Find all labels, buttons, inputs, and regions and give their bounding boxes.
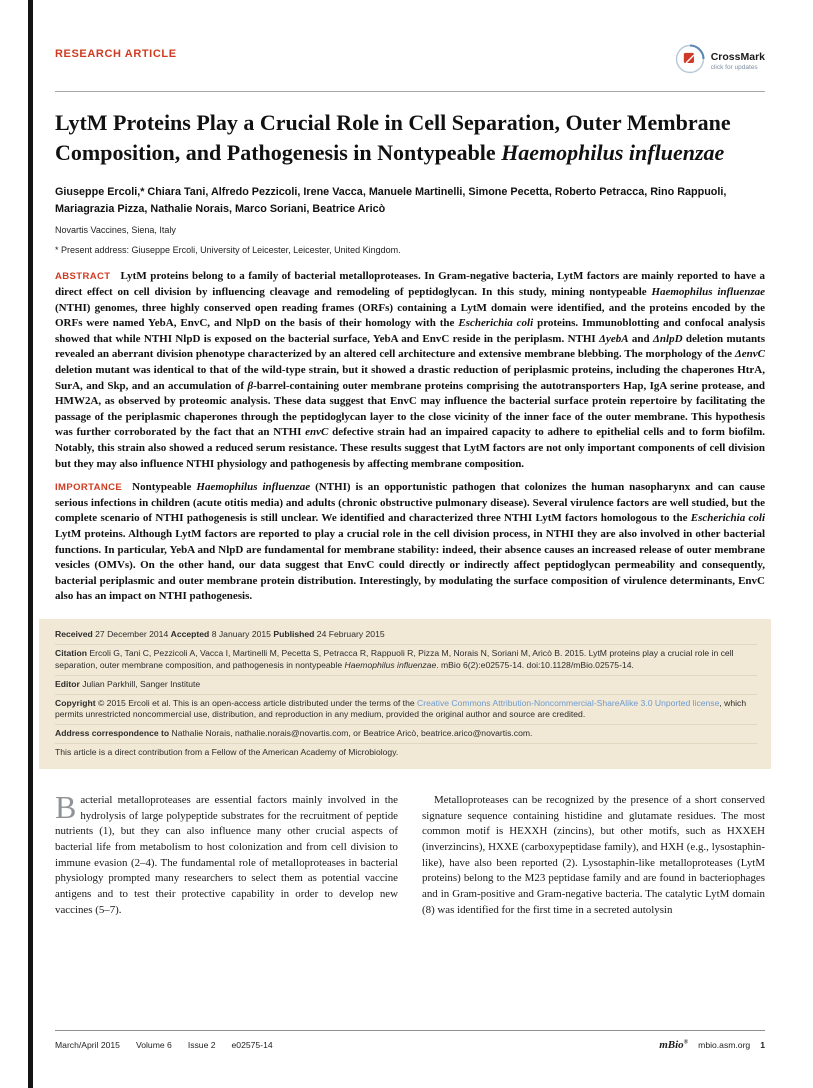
footer-issue: Issue 2 xyxy=(187,1040,216,1050)
abstract-text: LytM proteins belong to a family of bacterial metalloproteases. In Gram-negative bacteria, LytM factors are mainly reported to have a direct effect on cell division by influencing cleavage and remodeling of peptidoglycan. In this study, mining nontypeable Haemophilus influenzae (NTHI) genomes, three highly conserved open reading frames (ORFs) containing a LytM domain were identified, and the proteins encoded by the ORFs were named YebA, EnvC, and NlpD on the basis of their homology with the Escherichia coli proteins. Immunoblotting and confocal analysis showed that while NTHI NlpD is exposed on the bacterial surface, YebA and EnvC reside in the periplasm. NTHI ΔyebA and ΔnlpD deletion mutants revealed an aberrant division phenotype characterized by an altered cell architecture and extensive membrane blebbing. The morphology of the ΔenvC deletion mutant was identical to that of the wild-type strain, but it showed a drastic reduction of periplasmic proteins, including the chaperones HtrA, SurA, and Skp, and an accumulation of β-barrel-containing outer membrane proteins comprising the autotransporters Hap, IgA serine protease, and HMW2A, as observed by proteomic analysis. These data suggest that EnvC may influence the bacterial surface protein repertoire by facilitating the passage of the periplasmic chaperones through the peptidoglycan layer to the close vicinity of the inner face of the outer membrane. This hypothesis was further corroborated by the fact that an NTHI envC defective strain had an impaired capacity to adhere to epithelial cells and to form biofilm. Notably, this strain also showed a reduced serum resistance. These results suggest that LytM factors are not only important components of cell division but they may also influence NTHI physiology and pathogenesis by affecting membrane composition. xyxy=(55,270,765,470)
page-edge-bar xyxy=(28,0,33,1088)
article-header xyxy=(55,0,765,92)
copyright-line: Copyright © 2015 Ercoli et al. This is an open-access article distributed under the terms of the Creative Commons Attribution-Noncommercial-ShareAlike 3.0 Unported license, which permits unrestricted noncommercial use, distribution, and reproduction in any medium, provided the original author and source are credited. xyxy=(55,694,757,725)
body-column-right xyxy=(422,793,765,919)
body-text xyxy=(55,788,765,919)
body-paragraph-1-text: acterial metalloproteases are essential factors mainly involved in the hydrolysis of large polypeptide substrates for the recruitment of peptide nutrients (1), but they can also influence many other crucial aspects of bacterial life from metabolism to host colonization and from cell division to immune evasion (2–4). The fundamental role of metalloproteases in bacterial physiology prompted many researchers to select them as potential vaccine antigens and to test their protective capability in order to develop new vaccines (5–7). xyxy=(55,793,398,916)
abstract-label: ABSTRACT xyxy=(55,271,111,283)
page-title: LytM Proteins Play a Crucial Role in Cell Separation, Outer Membrane Composition, and Pathogenesis in Nontypeable Haemophilus influenzae xyxy=(55,110,731,165)
footer-issue-info xyxy=(55,1040,289,1050)
abstract-paragraph xyxy=(55,269,765,472)
footer-journal-info xyxy=(659,1039,765,1051)
citation-box xyxy=(39,619,771,769)
body-column-left xyxy=(55,788,398,919)
article-page xyxy=(55,0,765,919)
footer-site-link[interactable]: mbio.asm.org xyxy=(698,1040,751,1050)
body-paragraph-1 xyxy=(55,788,398,919)
crossmark-icon xyxy=(675,44,705,79)
editor-line: Editor Julian Parkhill, Sanger Institute xyxy=(55,675,757,694)
importance-paragraph xyxy=(55,480,765,605)
page-number: 1 xyxy=(760,1040,765,1050)
correspondence-line: Address correspondence to Nathalie Norais, nathalie.norais@novartis.com, or Beatrice Aricò, beatrice.arico@novartis.com. xyxy=(55,724,757,743)
received-line: Received 27 December 2014 Accepted 8 January 2015 Published 24 February 2015 xyxy=(55,629,385,640)
footer-article-id: e02575-14 xyxy=(231,1040,273,1050)
journal-logo: mBio® xyxy=(659,1039,689,1051)
footer-issue-date: March/April 2015 xyxy=(55,1040,120,1050)
importance-text: Nontypeable Haemophilus influenzae (NTHI) is an opportunistic pathogen that colonizes the human nasopharynx and can cause serious infections in children (acute otitis media) and adults (chronic obstructive pulmonary disease). Several virulence factors are well studied, but the complete scenario of NTHI pathogenesis is still unclear. We identified and characterized three NTHI LytM factors homologous to the Escherichia coli LytM proteins. Although LytM factors are reported to play a crucial role in the cell division process, in NTHI they are also involved in other bacterial functions. In particular, YebA and NlpD are fundamental for membrane stability: indeed, their absence causes an increased release of outer membrane vesicles (OMVs). On the other hand, our data suggest that EnvC could directly or indirectly affect peptidoglycan permeability and consequently, bacterial periplasmic and outer membrane protein distribution. Interestingly, by modulating the surface composition of virulence determinants, EnvC also has an impact on NTHI pathogenesis. xyxy=(55,481,766,603)
affiliation-line: Novartis Vaccines, Siena, Italy xyxy=(55,225,176,236)
cc-license-link[interactable]: Creative Commons Attribution-Noncommercial-ShareAlike 3.0 Unported license xyxy=(417,697,720,708)
present-address-line: * Present address: Giuseppe Ercoli, University of Leicester, Leicester, United Kingdom. xyxy=(55,245,401,256)
crossmark-sublabel: click for updates xyxy=(710,63,758,71)
footer-volume: Volume 6 xyxy=(135,1040,172,1050)
crossmark-badge[interactable] xyxy=(675,44,765,79)
citation-line: Citation Ercoli G, Tani C, Pezzicoli A, Vacca I, Martinelli M, Pecetta S, Petracca R, Rappuoli R, Pizza M, Norais N, Soriani M, Aricò B. 2015. LytM proteins play a crucial role in cell separation, outer membrane composition, and pathogenesis in nontypeable Haemophilus influenzae. mBio 6(2):e02575-14. doi:10.1128/mBio.02575-14. xyxy=(55,644,757,675)
contribution-line: This article is a direct contribution from a Fellow of the American Academy of Microbiology. xyxy=(55,743,757,762)
importance-label: IMPORTANCE xyxy=(55,482,123,494)
page-footer xyxy=(55,1030,765,1051)
article-type-label: RESEARCH ARTICLE xyxy=(55,48,177,60)
body-paragraph-2: Metalloproteases can be recognized by the presence of a short conserved signature sequence containing histidine and glutamate residues. The most common motif is HEXXH (zincins), but other motifs, such as HXXEH (inverzincins), HXXE (carboxypeptidase family), and HXH (e.g., lysostaphin-like), have also been reported (2). Lysostaphin-like metalloproteases (LytM proteins) belong to the M23 peptidase family and are found in bacteriophages and in Gram-positive and Gram-negative bacteria. The catalytic LytM domain (8) was identified for the first time in a secreted autolysin xyxy=(422,793,765,916)
crossmark-label: CrossMark xyxy=(710,51,765,64)
drop-cap: B xyxy=(55,788,77,825)
authors-line: Giuseppe Ercoli,* Chiara Tani, Alfredo Pezzicoli, Irene Vacca, Manuele Martinelli, Simone Pecetta, Roberto Petracca, Rino Rappuoli, Mariagrazia Pizza, Nathalie Norais, Marco Soriani, Beatrice Aricò xyxy=(55,185,727,215)
